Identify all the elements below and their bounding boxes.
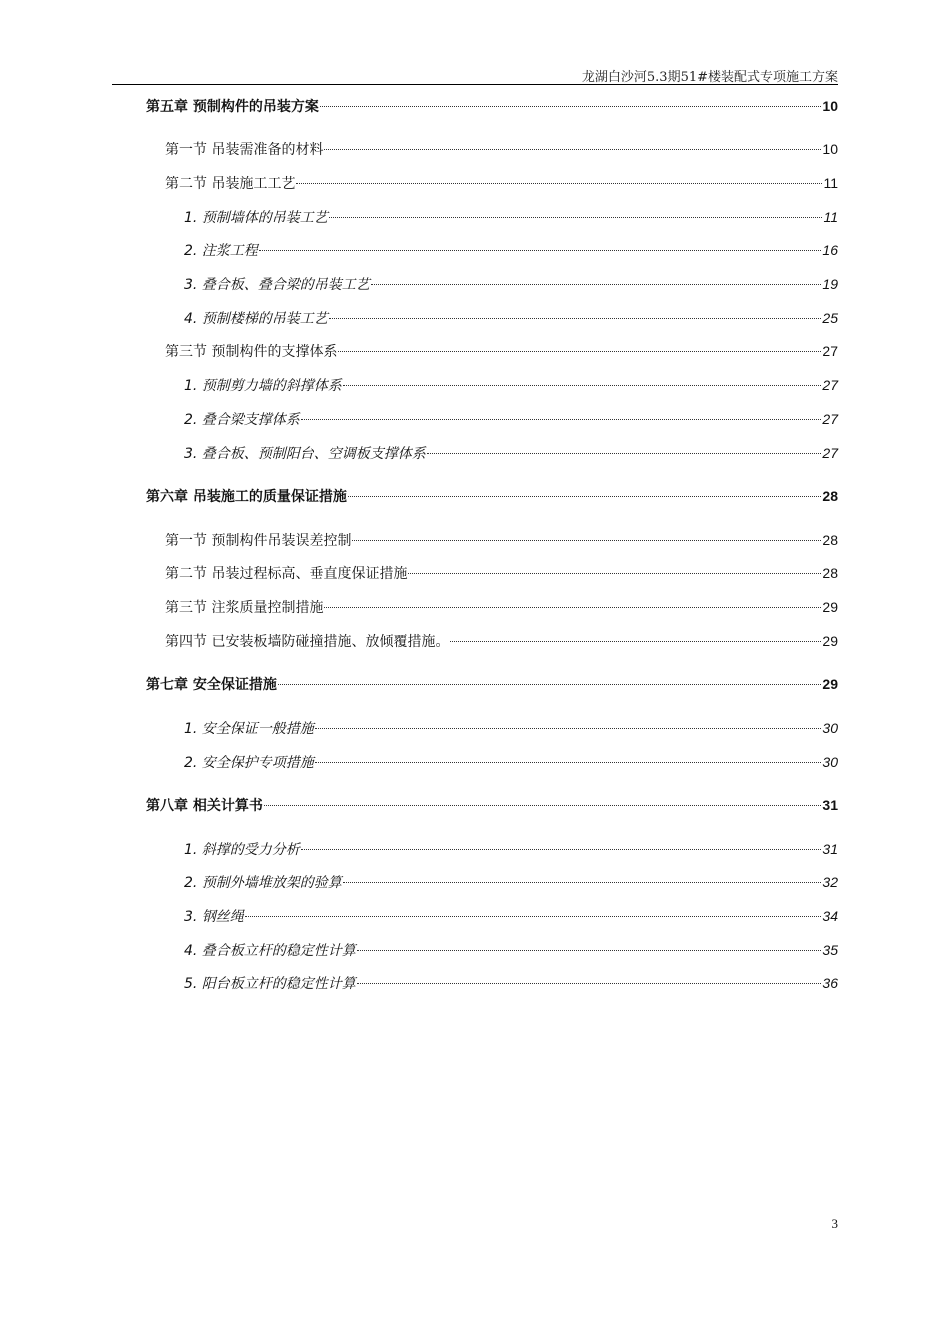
toc-entry-page: 27 — [822, 343, 838, 359]
toc-leader-dots — [324, 149, 821, 150]
toc-entry-page: 19 — [822, 276, 838, 292]
toc-entry-page: 32 — [822, 874, 838, 890]
toc-entry-page: 16 — [822, 242, 838, 258]
toc-entry-page: 10 — [822, 141, 838, 157]
toc-leader-dots — [338, 351, 821, 352]
toc-leader-dots — [371, 284, 822, 285]
toc-entry-page: 29 — [822, 599, 838, 615]
toc-entry-page: 28 — [822, 565, 838, 581]
toc-leader-dots — [259, 250, 822, 251]
toc-entry-page: 28 — [822, 488, 838, 504]
toc-entry-section[interactable] — [165, 139, 838, 159]
toc-entry-page: 29 — [822, 633, 838, 649]
toc-leader-dots — [450, 641, 821, 642]
toc-entry-subsection[interactable] — [184, 872, 838, 892]
toc-entry-subsection[interactable] — [184, 240, 838, 260]
toc-entry-page: 25 — [822, 310, 838, 326]
toc-leader-dots — [357, 983, 822, 984]
toc-entry-label: 2. 叠合梁支撑体系 — [184, 412, 300, 428]
toc-leader-dots — [427, 453, 822, 454]
toc-entry-page: 31 — [822, 797, 838, 813]
toc-leader-dots — [315, 728, 822, 729]
toc-entry-section[interactable] — [165, 631, 838, 651]
toc-entry-subsection[interactable] — [184, 752, 838, 772]
toc-leader-dots — [348, 496, 822, 497]
toc-entry-label: 4. 预制楼梯的吊装工艺 — [184, 311, 328, 327]
toc-entry-page: 27 — [822, 411, 838, 427]
toc-entry-subsection[interactable] — [184, 443, 838, 463]
toc-entry-page: 31 — [822, 841, 838, 857]
running-header: 龙湖白沙河5.3期51#楼装配式专项施工方案 — [581, 70, 838, 85]
toc-entry-section[interactable] — [165, 597, 838, 617]
toc-leader-dots — [301, 419, 822, 420]
toc-entry-label: 2. 注浆工程 — [184, 243, 258, 259]
toc-entry-section[interactable] — [165, 173, 838, 193]
toc-entry-label: 2. 安全保护专项措施 — [184, 755, 314, 771]
toc-entry-page: 28 — [822, 532, 838, 548]
toc-entry-section[interactable] — [165, 341, 838, 361]
toc-entry-label: 1. 预制剪力墙的斜撑体系 — [184, 378, 342, 394]
toc-entry-label: 5. 阳台板立杆的稳定性计算 — [184, 976, 356, 992]
toc-entry-label: 第四节 已安装板墙防碰撞措施、放倾覆措施。 — [165, 634, 450, 650]
toc-entry-subsection[interactable] — [184, 274, 838, 294]
toc-entry-label: 3. 叠合板、叠合梁的吊装工艺 — [184, 277, 370, 293]
toc-entry-subsection[interactable] — [184, 409, 838, 429]
toc-leader-dots — [315, 762, 822, 763]
toc-entry-page: 11 — [823, 175, 838, 191]
toc-entry-label: 第七章 安全保证措施 — [146, 677, 277, 693]
toc-leader-dots — [296, 183, 822, 184]
toc-leader-dots — [324, 607, 821, 608]
toc-entry-section[interactable] — [165, 563, 838, 583]
toc-entry-label: 第二节 吊装过程标高、垂直度保证措施 — [165, 566, 408, 582]
toc-leader-dots — [352, 540, 821, 541]
toc-entry-label: 第五章 预制构件的吊装方案 — [146, 99, 319, 115]
toc-entry-subsection[interactable] — [184, 839, 838, 859]
toc-leader-dots — [264, 805, 822, 806]
toc-leader-dots — [278, 684, 822, 685]
toc-entry-label: 第三节 预制构件的支撑体系 — [165, 344, 338, 360]
toc-entry-subsection[interactable] — [184, 973, 838, 993]
toc-leader-dots — [343, 385, 822, 386]
toc-entry-label: 第二节 吊装施工工艺 — [165, 176, 296, 192]
toc-entry-chapter-7[interactable] — [146, 674, 838, 694]
toc-entry-subsection[interactable] — [184, 940, 838, 960]
toc-entry-label: 1. 安全保证一般措施 — [184, 721, 314, 737]
toc-entry-page: 27 — [822, 445, 838, 461]
page-number: 3 — [831, 1216, 838, 1231]
toc-entry-label: 第一节 预制构件吊装误差控制 — [165, 533, 352, 549]
toc-entry-label: 1. 预制墙体的吊装工艺 — [184, 210, 328, 226]
toc-entry-page: 30 — [822, 754, 838, 770]
toc-entry-subsection[interactable] — [184, 906, 838, 926]
header-divider — [112, 84, 838, 85]
toc-entry-subsection[interactable] — [184, 375, 838, 395]
toc-entry-page: 11 — [823, 209, 838, 225]
toc-entry-section[interactable] — [165, 530, 838, 550]
toc-entry-page: 30 — [822, 720, 838, 736]
toc-entry-label: 3. 钢丝绳 — [184, 909, 244, 925]
toc-entry-page: 36 — [822, 975, 838, 991]
toc-entry-chapter-5[interactable] — [146, 96, 838, 116]
toc-entry-label: 2. 预制外墙堆放架的验算 — [184, 875, 342, 891]
toc-entry-page: 34 — [822, 908, 838, 924]
toc-entry-page: 35 — [822, 942, 838, 958]
toc-entry-page: 29 — [822, 676, 838, 692]
toc-entry-label: 第一节 吊装需准备的材料 — [165, 142, 324, 158]
toc-leader-dots — [301, 849, 822, 850]
toc-entry-subsection[interactable] — [184, 207, 838, 227]
toc-leader-dots — [343, 882, 822, 883]
toc-entry-page: 10 — [822, 98, 838, 114]
toc-leader-dots — [329, 217, 823, 218]
toc-entry-subsection[interactable] — [184, 308, 838, 328]
toc-leader-dots — [245, 916, 822, 917]
toc-entry-label: 1. 斜撑的受力分析 — [184, 842, 300, 858]
toc-leader-dots — [320, 106, 822, 107]
toc-entry-chapter-6[interactable] — [146, 486, 838, 506]
toc-entry-label: 第六章 吊装施工的质量保证措施 — [146, 489, 347, 505]
toc-entry-label: 4. 叠合板立杆的稳定性计算 — [184, 943, 356, 959]
toc-entry-label: 3. 叠合板、预制阳台、空调板支撑体系 — [184, 446, 426, 462]
toc-entry-label: 第八章 相关计算书 — [146, 798, 263, 814]
toc-entry-page: 27 — [822, 377, 838, 393]
toc-entry-subsection[interactable] — [184, 718, 838, 738]
toc-leader-dots — [329, 318, 822, 319]
toc-entry-chapter-8[interactable] — [146, 795, 838, 815]
toc-leader-dots — [357, 950, 822, 951]
toc-leader-dots — [408, 573, 821, 574]
toc-entry-label: 第三节 注浆质量控制措施 — [165, 600, 324, 616]
